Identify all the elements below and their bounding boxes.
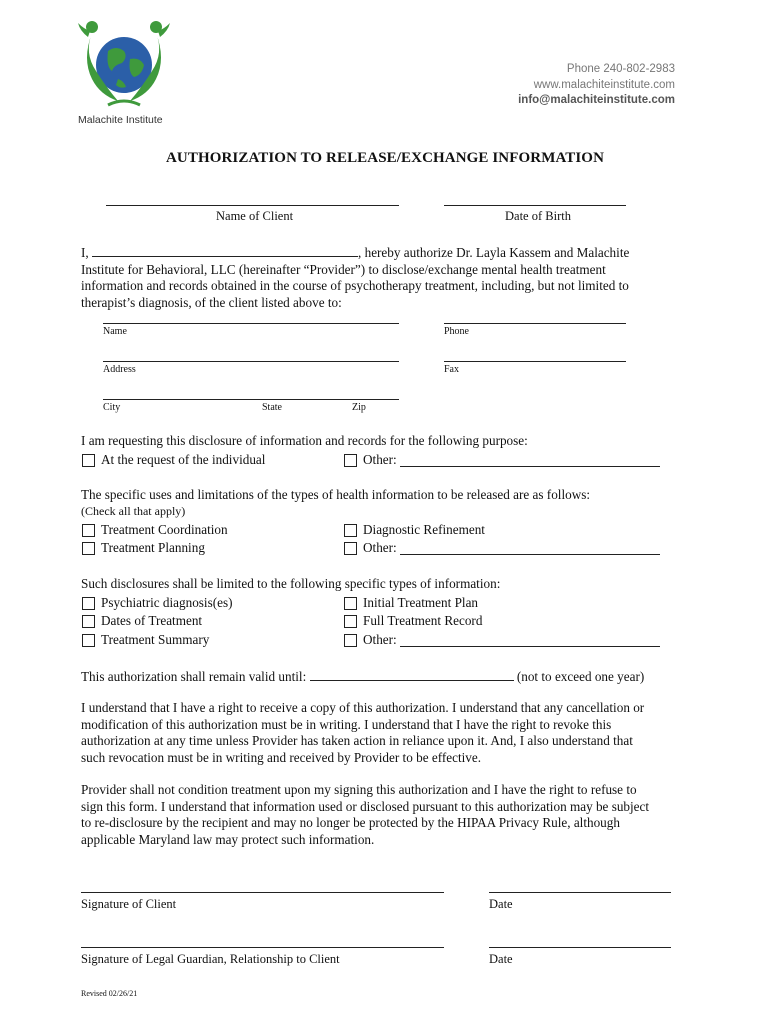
option-label: Other: bbox=[363, 540, 397, 555]
option-label: At the request of the individual bbox=[101, 452, 266, 467]
recipient-name-label: Name bbox=[103, 326, 127, 337]
uses-option-planning[interactable] bbox=[82, 540, 205, 556]
types-other-field[interactable] bbox=[400, 634, 660, 647]
checkbox[interactable] bbox=[82, 634, 95, 647]
validity-suffix: (not to exceed one year) bbox=[516, 669, 645, 684]
uses-heading: The specific uses and limitations of the types of health information to be released are as follows: bbox=[81, 487, 591, 502]
contact-phone: Phone 240-802-2983 bbox=[566, 63, 675, 75]
guardian-signature-line[interactable] bbox=[81, 947, 444, 948]
option-label: Treatment Coordination bbox=[101, 522, 228, 537]
client-name-label: Name of Client bbox=[216, 209, 294, 223]
logo bbox=[78, 15, 170, 127]
paragraph-line: sign this form. I understand that information used or disclosed pursuant to this authorization may be subject bbox=[81, 798, 650, 814]
types-option-full-record[interactable] bbox=[344, 613, 482, 629]
recipient-name-line[interactable] bbox=[103, 323, 399, 324]
option-label: Other: bbox=[363, 632, 397, 647]
paragraph-line: modification of this authorization must be in writing. I understand that I have the right to revoke this bbox=[81, 716, 612, 732]
purpose-option-other[interactable] bbox=[344, 452, 660, 468]
paragraph-line: authorization at any time unless Provider has taken action in reliance upon it. And, I also understand that bbox=[81, 733, 633, 749]
logo-caption: Malachite Institute bbox=[78, 114, 163, 126]
uses-option-diagnostic[interactable] bbox=[344, 522, 485, 538]
intro-line-2: Institute for Behavioral, LLC (hereinafter “Provider”) to disclose/exchange mental health treatment bbox=[81, 261, 606, 277]
option-label: Initial Treatment Plan bbox=[363, 595, 479, 610]
option-label: Full Treatment Record bbox=[363, 613, 483, 628]
types-heading: Such disclosures shall be limited to the following specific types of information: bbox=[81, 576, 501, 591]
uses-note: (Check all that apply) bbox=[81, 504, 186, 518]
authorizer-name-field[interactable] bbox=[92, 244, 358, 257]
client-dob-line[interactable] bbox=[444, 205, 626, 206]
contact-website[interactable]: www.malachiteinstitute.com bbox=[533, 79, 675, 91]
validity-prefix: This authorization shall remain valid until: bbox=[81, 669, 307, 684]
paragraph-line: such revocation must be in writing and received by Provider to be effective. bbox=[81, 749, 482, 765]
paragraph-line: applicable Maryland law may protect such information. bbox=[81, 831, 375, 847]
guardian-date-line[interactable] bbox=[489, 947, 671, 948]
client-name-line[interactable] bbox=[106, 205, 399, 206]
recipient-address-line[interactable] bbox=[103, 361, 399, 362]
option-label: Treatment Summary bbox=[101, 632, 210, 647]
guardian-signature-label: Signature of Legal Guardian, Relationship to Client bbox=[81, 952, 340, 966]
types-option-dates[interactable] bbox=[82, 613, 202, 629]
intro-line-4: therapist’s diagnosis, of the client listed above to: bbox=[81, 294, 342, 310]
client-date-line[interactable] bbox=[489, 892, 671, 893]
uses-option-other[interactable] bbox=[344, 540, 660, 556]
conditions-paragraph bbox=[81, 782, 681, 848]
validity-line bbox=[81, 668, 644, 686]
validity-date-field[interactable] bbox=[310, 668, 514, 681]
types-option-initial-plan[interactable] bbox=[344, 595, 478, 611]
guardian-date-label: Date bbox=[489, 952, 513, 966]
types-option-diagnosis[interactable] bbox=[82, 595, 232, 611]
globe-with-figures-icon bbox=[78, 15, 170, 111]
checkbox[interactable] bbox=[344, 454, 357, 467]
option-label: Other: bbox=[363, 452, 397, 467]
uses-option-coordination[interactable] bbox=[82, 522, 228, 538]
purpose-heading: I am requesting this disclosure of information and records for the following purpose: bbox=[81, 433, 528, 448]
paragraph-line: I understand that I have a right to receive a copy of this authorization. I understand that any cancellation or bbox=[81, 700, 645, 715]
option-label: Psychiatric diagnosis(es) bbox=[101, 595, 233, 610]
recipient-address-label: Address bbox=[103, 364, 136, 375]
checkbox[interactable] bbox=[82, 615, 95, 628]
checkbox[interactable] bbox=[82, 597, 95, 610]
option-label: Diagnostic Refinement bbox=[363, 522, 485, 537]
types-option-summary[interactable] bbox=[82, 632, 209, 648]
page-title: AUTHORIZATION TO RELEASE/EXCHANGE INFORMATION bbox=[165, 150, 605, 166]
client-signature-line[interactable] bbox=[81, 892, 444, 893]
rights-paragraph bbox=[81, 700, 681, 766]
paragraph-line: Provider shall not condition treatment upon my signing this authorization and I have the right to refuse to bbox=[81, 782, 637, 797]
checkbox[interactable] bbox=[344, 597, 357, 610]
intro-prefix: I, bbox=[81, 245, 89, 260]
types-option-other[interactable] bbox=[344, 632, 660, 648]
paragraph-line: to re-disclosure by the recipient and may no longer be protected by the HIPAA Privacy Rule, although bbox=[81, 815, 620, 831]
recipient-fax-line[interactable] bbox=[444, 361, 626, 362]
checkbox[interactable] bbox=[82, 542, 95, 555]
purpose-option-individual[interactable] bbox=[82, 452, 265, 468]
recipient-state-label: State bbox=[262, 402, 282, 413]
option-label: Dates of Treatment bbox=[101, 613, 203, 628]
option-label: Treatment Planning bbox=[101, 540, 205, 555]
contact-email[interactable]: info@malachiteinstitute.com bbox=[518, 94, 675, 106]
intro-line-3: information and records obtained in the course of psychotherapy treatment, including, but not limited to bbox=[81, 278, 629, 294]
checkbox[interactable] bbox=[82, 454, 95, 467]
intro-suffix: , hereby authorize Dr. Layla Kassem and Malachite bbox=[358, 245, 630, 260]
checkbox[interactable] bbox=[344, 542, 357, 555]
recipient-phone-label: Phone bbox=[444, 326, 469, 337]
checkbox[interactable] bbox=[344, 615, 357, 628]
recipient-zip-label: Zip bbox=[352, 402, 366, 413]
checkbox[interactable] bbox=[344, 634, 357, 647]
recipient-city-label: City bbox=[103, 402, 121, 413]
client-signature-label: Signature of Client bbox=[81, 897, 177, 911]
recipient-phone-line[interactable] bbox=[444, 323, 626, 324]
recipient-city-line[interactable] bbox=[103, 399, 399, 400]
client-date-label: Date bbox=[489, 897, 513, 911]
uses-other-field[interactable] bbox=[400, 542, 660, 555]
revision-date: Revised 02/26/21 bbox=[81, 989, 138, 998]
checkbox[interactable] bbox=[82, 524, 95, 537]
checkbox[interactable] bbox=[344, 524, 357, 537]
recipient-fax-label: Fax bbox=[444, 364, 459, 375]
intro-paragraph bbox=[81, 244, 681, 311]
client-dob-label: Date of Birth bbox=[505, 209, 571, 223]
purpose-other-field[interactable] bbox=[400, 454, 660, 467]
